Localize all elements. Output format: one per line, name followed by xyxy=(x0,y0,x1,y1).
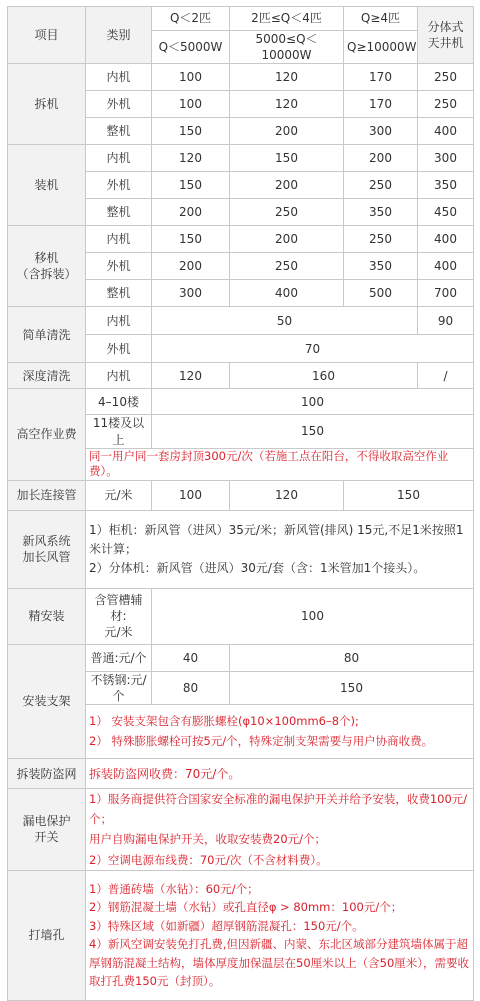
cell: 400 xyxy=(230,280,344,307)
row-label-simple-clean: 简单清洗 xyxy=(8,307,86,363)
header-c3-top: Q≥4匹 xyxy=(344,7,418,31)
high-work-note: 同一用户同一套房封顶300元/次（若施工点在阳台，不得收取高空作业费）。 xyxy=(86,448,474,480)
cell: 150 xyxy=(152,415,474,448)
anti-theft-note: 拆装防盗网收费：70元/个。 xyxy=(86,759,474,789)
row-type: 不锈钢:元/个 xyxy=(86,671,152,704)
table-row xyxy=(8,226,474,253)
cell: 100 xyxy=(152,91,230,118)
header-c2-bot: 5000≤Q＜10000W xyxy=(230,31,344,64)
cell: 120 xyxy=(230,91,344,118)
row-label-extension-pipe: 加长连接管 xyxy=(8,480,86,510)
cell: 80 xyxy=(152,671,230,704)
cell: 70 xyxy=(152,335,474,363)
cell: 400 xyxy=(418,226,474,253)
cell: 90 xyxy=(418,307,474,335)
table-row xyxy=(8,789,474,871)
row-type: 整机 xyxy=(86,280,152,307)
cell: 120 xyxy=(230,480,344,510)
row-label-anti-theft: 拆装防盗网 xyxy=(8,759,86,789)
cell: 200 xyxy=(230,226,344,253)
row-label-drill: 打墙孔 xyxy=(8,870,86,1000)
row-type: 元/米 xyxy=(86,480,152,510)
header-type: 类别 xyxy=(86,7,152,64)
row-type: 普通:元/个 xyxy=(86,644,152,671)
table-row xyxy=(8,510,474,588)
header-c4: 分体式 天井机 xyxy=(418,7,474,64)
cell: 200 xyxy=(344,145,418,172)
cell: 170 xyxy=(344,64,418,91)
row-type: 外机 xyxy=(86,335,152,363)
cell: 400 xyxy=(418,253,474,280)
price-table xyxy=(7,6,474,1001)
cell: 500 xyxy=(344,280,418,307)
cell: 100 xyxy=(152,480,230,510)
cell: 400 xyxy=(418,118,474,145)
cell: 170 xyxy=(344,91,418,118)
cell: 200 xyxy=(152,253,230,280)
row-label-zhuangji: 装机 xyxy=(8,145,86,226)
table-row xyxy=(8,389,474,415)
cell: / xyxy=(418,363,474,389)
cell: 100 xyxy=(152,588,474,644)
fresh-air-note: 1）柜机：新风管（进风）35元/米；新风管(排风) 15元,不足1米按照1米计算； 2）分体机：新风管（进风）30元/套（含：1米管加1个接头）。 xyxy=(86,510,474,588)
header-c3-bot: Q≥10000W xyxy=(344,31,418,64)
cell: 120 xyxy=(152,145,230,172)
table-row xyxy=(8,307,474,335)
cell: 250 xyxy=(418,64,474,91)
row-type: 外机 xyxy=(86,172,152,199)
cell: 150 xyxy=(344,480,474,510)
table-row xyxy=(8,588,474,644)
cell: 300 xyxy=(344,118,418,145)
header-row-top xyxy=(8,7,474,31)
cell: 700 xyxy=(418,280,474,307)
row-label-high-work: 高空作业费 xyxy=(8,389,86,480)
header-c1-bot: Q＜5000W xyxy=(152,31,230,64)
table-row xyxy=(8,480,474,510)
cell: 300 xyxy=(418,145,474,172)
cell: 150 xyxy=(230,671,474,704)
cell: 120 xyxy=(152,363,230,389)
cell: 120 xyxy=(230,64,344,91)
header-item: 项目 xyxy=(8,7,86,64)
row-type: 11楼及以上 xyxy=(86,415,152,448)
cell: 200 xyxy=(230,118,344,145)
row-label-fine-install: 精安装 xyxy=(8,588,86,644)
row-type: 整机 xyxy=(86,118,152,145)
row-label-fresh-air: 新风系统 加长风管 xyxy=(8,510,86,588)
cell: 150 xyxy=(230,145,344,172)
row-type: 内机 xyxy=(86,145,152,172)
cell: 80 xyxy=(230,644,474,671)
row-label-deep-clean: 深度清洗 xyxy=(8,363,86,389)
cell: 450 xyxy=(418,199,474,226)
row-type: 内机 xyxy=(86,226,152,253)
cell: 150 xyxy=(152,226,230,253)
cell: 350 xyxy=(344,199,418,226)
table-row xyxy=(8,64,474,91)
row-type: 4–10楼 xyxy=(86,389,152,415)
row-label-chaiji: 拆机 xyxy=(8,64,86,145)
table-row xyxy=(8,644,474,671)
cell: 250 xyxy=(230,253,344,280)
header-c2-top: 2匹≤Q＜4匹 xyxy=(230,7,344,31)
cell: 350 xyxy=(344,253,418,280)
row-type: 内机 xyxy=(86,363,152,389)
row-label-leak-switch: 漏电保护 开关 xyxy=(8,789,86,871)
table-row xyxy=(8,759,474,789)
cell: 250 xyxy=(418,91,474,118)
header-c1-top: Q＜2匹 xyxy=(152,7,230,31)
cell: 150 xyxy=(152,172,230,199)
cell: 200 xyxy=(152,199,230,226)
row-type: 内机 xyxy=(86,64,152,91)
cell: 40 xyxy=(152,644,230,671)
cell: 100 xyxy=(152,389,474,415)
cell: 50 xyxy=(152,307,418,335)
cell: 350 xyxy=(418,172,474,199)
drill-note: 1）普通砖墙（水钻）：60元/个； 2）钢筋混凝土墙（水钻）或孔直径φ > 80mm：100元/个； 3）特殊区域（如新疆）超厚钢筋混凝孔：150元/个。 4）新风空调安装免打孔费,但因新疆、内蒙、东北区域部分建筑墙体属于超厚钢筋混凝土结构，墙体厚度加保温层在50厘米以上（含50厘米），需要收取打孔费150元（封顶）。 xyxy=(86,870,474,1000)
row-type: 外机 xyxy=(86,253,152,280)
row-label-yiji: 移机 （含拆装） xyxy=(8,226,86,307)
cell: 160 xyxy=(230,363,418,389)
leak-switch-note: 1）服务商提供符合国家安全标准的漏电保护开关并给予安装，收费100元/个； 用户自购漏电保护开关，收取安装费20元/个； 2）空调电源布线费：70元/次（不含材料费）。 xyxy=(86,789,474,871)
row-type: 整机 xyxy=(86,199,152,226)
cell: 100 xyxy=(152,64,230,91)
cell: 200 xyxy=(230,172,344,199)
table-row xyxy=(8,870,474,1000)
table-row xyxy=(8,363,474,389)
cell: 300 xyxy=(152,280,230,307)
cell: 150 xyxy=(152,118,230,145)
cell: 250 xyxy=(344,172,418,199)
cell: 250 xyxy=(344,226,418,253)
row-type: 外机 xyxy=(86,91,152,118)
row-label-bracket: 安装支架 xyxy=(8,644,86,758)
bracket-note: 1） 安装支架包含有膨胀螺栓(φ10×100mm6–8个); 2） 特殊膨胀螺栓可按5元/个，特殊定制支架需要与用户协商收费。 xyxy=(86,705,474,759)
row-type: 含管槽辅材: 元/米 xyxy=(86,588,152,644)
table-row xyxy=(8,145,474,172)
cell: 250 xyxy=(230,199,344,226)
row-type: 内机 xyxy=(86,307,152,335)
